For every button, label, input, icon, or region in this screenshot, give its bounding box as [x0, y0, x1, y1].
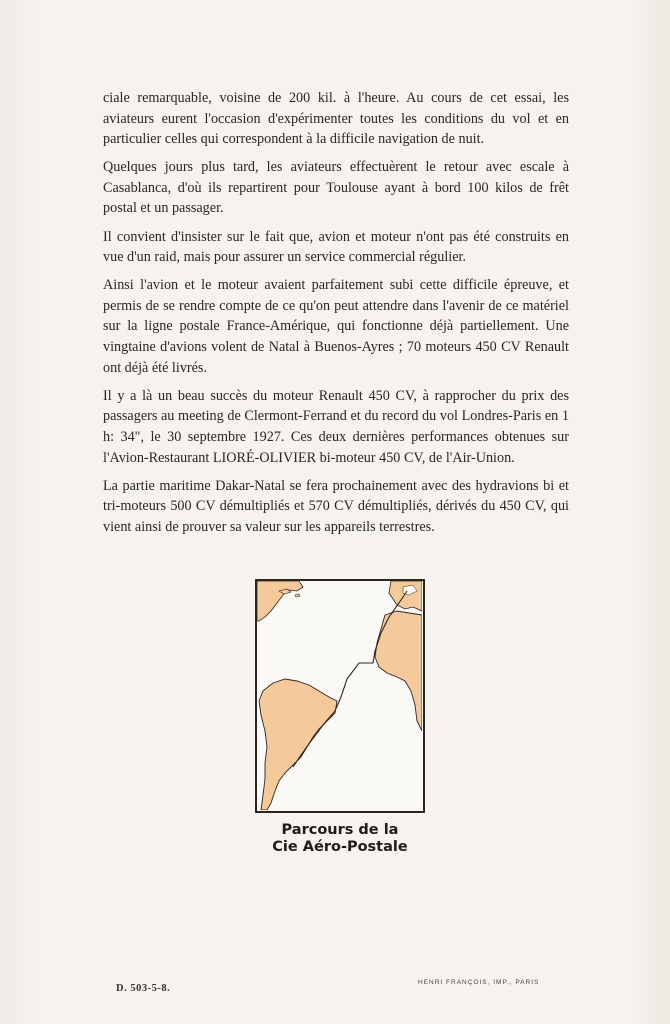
africa-landmass — [375, 611, 422, 731]
article-body — [103, 88, 569, 545]
document-reference: D. 503-5-8. — [116, 983, 171, 994]
paragraph-2: Quelques jours plus tard, les aviateurs effectuèrent le retour avec escale à Casablanca, d'où ils repartirent pour Toulouse ayant à bord 100 kilos de frêt postal et un passager. — [103, 159, 569, 217]
europe-landmass — [389, 581, 422, 611]
map-caption — [255, 822, 425, 856]
north-america-landmass — [257, 581, 303, 621]
paragraph-3: Il convient d'insister sur le fait que, avion et moteur n'ont pas été construits en vue d'un raid, mais pour assurer un service commercial régulier. — [103, 228, 569, 266]
paragraph-6: La partie maritime Dakar-Natal se fera prochainement avec des hydravions bi et tri-moteurs 500 CV démultipliés et 570 CV démultipliés, dérivés du 450 CV, qui vient ainsi de prouver sa valeur sur les appareils terrestres. — [103, 477, 569, 535]
printer-credit: HENRI FRANÇOIS, IMP., PARIS — [418, 979, 540, 986]
south-america-landmass — [259, 679, 337, 810]
caption-line-1: Parcours de la — [281, 822, 399, 838]
route-map-svg — [257, 581, 422, 810]
paragraph-5: Il y a là un beau succès du moteur Renault 450 CV, à rapprocher du prix des passagers au meeting de Clermont-Ferrand et du record du vol Londres-Paris en 1 h: 34", le 30 septembre 1927. Ces deux dernières performances obtenues sur l'Avion-Restaurant LIORÉ-OLIVIER bi-moteur 450 CV, de l'Air-Union. — [103, 387, 569, 466]
paragraph-1: ciale remarquable, voisine de 200 kil. à l'heure. Au cours de cet essai, les aviateurs eurent l'occasion d'expérimenter toutes les conditions du vol et en particulier celles qui correspondent à la difficile navigation de nuit. — [103, 90, 569, 148]
caption-line-2: Cie Aéro-Postale — [272, 839, 408, 855]
paragraph-4: Ainsi l'avion et le moteur avaient parfaitement subi cette difficile épreuve, et permis de se rendre compte de ce qu'on peut attendre dans l'avenir de ce matériel sur la ligne postale France-Amérique, qui fonctionne déjà partiellement. Une vingtaine d'avions volent de Natal à Buenos-Ayres ; 70 moteurs 450 CV Renault ont déjà été livrés. — [103, 277, 569, 376]
route-map — [255, 579, 425, 813]
